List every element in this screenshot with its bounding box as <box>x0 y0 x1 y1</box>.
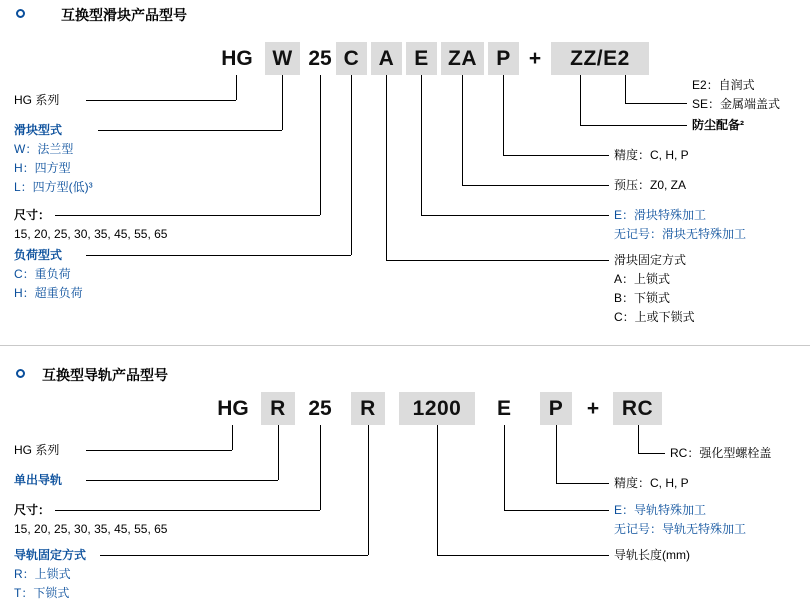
leader-accuracy-vert <box>503 75 504 155</box>
leader-rail-size-horz <box>55 510 320 511</box>
leader-dust2-vert <box>625 75 626 103</box>
code-rail-cap: RC <box>613 392 662 425</box>
label-block-type-h: H：四方型 <box>14 161 71 175</box>
label-block-mount-c: C：上或下锁式 <box>614 310 695 324</box>
leader-rail-cap-horz <box>638 453 665 454</box>
label-rail-size-values: 15, 20, 25, 30, 35, 45, 55, 65 <box>14 522 168 536</box>
label-block-special-e: E：滑块特殊加工 <box>614 208 707 222</box>
code-rail-accuracy: P <box>540 392 572 425</box>
label-dust-e2: E2：自润式 <box>692 78 755 92</box>
leader-preload-horz <box>462 185 609 186</box>
label-block-load-h: H：超重负荷 <box>14 286 83 300</box>
label-rail-cap-rc: RC：强化型螺栓盖 <box>670 446 772 460</box>
label-block-size-title: 尺寸： <box>14 208 51 222</box>
leader-mount-horz <box>386 260 609 261</box>
leader-mount-vert <box>386 75 387 260</box>
leader-preload-vert <box>462 75 463 185</box>
code-block-preload: ZA <box>441 42 484 75</box>
leader-rail-length-horz <box>437 555 609 556</box>
leader-accuracy-horz <box>503 155 609 156</box>
label-rail-size-title: 尺寸： <box>14 503 51 517</box>
code-rail-size: 25 <box>308 397 332 420</box>
leader-load-horz <box>86 255 351 256</box>
leader-rail-mount-vert <box>368 425 369 555</box>
label-rail-mount-t: T：下锁式 <box>14 586 70 600</box>
code-rail-type: R <box>261 392 295 425</box>
code-block-hg: HG <box>221 47 253 70</box>
leader-size-vert <box>320 75 321 215</box>
leader-rail-cap-vert <box>638 425 639 453</box>
leader-hg-horz <box>86 100 236 101</box>
leader-dust2-horz <box>625 103 687 104</box>
leader-rail-special-vert <box>504 425 505 510</box>
label-block-load-title: 负荷型式 <box>14 248 63 262</box>
label-rail-single: 单出导轨 <box>14 473 63 487</box>
label-block-type-w: W：法兰型 <box>14 142 74 156</box>
leader-rail-special-horz <box>504 510 609 511</box>
leader-load-vert <box>351 75 352 255</box>
code-rail-hg: HG <box>217 397 249 420</box>
leader-hg-vert <box>236 75 237 100</box>
code-rail-special: E <box>496 397 511 420</box>
leader-dust-vert <box>580 75 581 125</box>
leader-rail-type-vert <box>278 425 279 480</box>
code-rail-mount: R <box>351 392 385 425</box>
label-accuracy-block: 精度：C, H, P <box>614 148 689 162</box>
label-rail-length: 导轨长度(mm) <box>614 548 690 562</box>
label-block-load-c: C：重负荷 <box>14 267 71 281</box>
leader-rail-size-vert <box>320 425 321 510</box>
section-bullet-block <box>16 9 25 18</box>
label-dust-equipment: 防尘配备² <box>692 118 744 132</box>
label-rail-special-none: 无记号：导轨无特殊加工 <box>614 522 747 536</box>
code-rail-length: 1200 <box>399 392 475 425</box>
code-block-size: 25 <box>308 47 332 70</box>
leader-rail-hg-vert <box>232 425 233 450</box>
code-block-plus: + <box>528 47 542 70</box>
section-title-rail: 互换型导轨产品型号 <box>42 367 168 383</box>
label-block-mount-b: B：下锁式 <box>614 291 671 305</box>
label-rail-mount-r: R：上锁式 <box>14 567 71 581</box>
label-preload-block: 预压：Z0, ZA <box>614 178 687 192</box>
leader-rail-accuracy-vert <box>556 425 557 483</box>
code-block-load: C <box>336 42 367 75</box>
leader-rail-type-horz <box>86 480 278 481</box>
label-rail-mount-title: 导轨固定方式 <box>14 548 87 562</box>
leader-blocktype-horz <box>98 130 282 131</box>
code-block-type: W <box>265 42 300 75</box>
label-block-mount-title: 滑块固定方式 <box>614 253 687 267</box>
section-divider <box>0 345 810 346</box>
code-block-accuracy: P <box>488 42 519 75</box>
label-rail-accuracy: 精度：C, H, P <box>614 476 689 490</box>
leader-special-vert <box>421 75 422 215</box>
leader-size-horz <box>55 215 320 216</box>
code-rail-plus: + <box>586 397 600 420</box>
label-block-special-none: 无记号：滑块无特殊加工 <box>614 227 747 241</box>
leader-dust-horz <box>580 125 687 126</box>
label-dust-se: SE：金属端盖式 <box>692 97 781 111</box>
leader-special-horz <box>421 215 609 216</box>
leader-rail-accuracy-horz <box>556 483 609 484</box>
label-block-type-title: 滑块型式 <box>14 123 63 137</box>
leader-blocktype-vert <box>282 75 283 130</box>
leader-rail-hg-horz <box>86 450 232 451</box>
label-rail-special-e: E：导轨特殊加工 <box>614 503 707 517</box>
label-block-mount-a: A：上锁式 <box>614 272 671 286</box>
leader-rail-mount-horz <box>100 555 368 556</box>
section-bullet-rail <box>16 369 25 378</box>
label-block-size-values: 15, 20, 25, 30, 35, 45, 55, 65 <box>14 227 168 241</box>
label-hg-series-rail: HG 系列 <box>14 443 60 457</box>
code-block-dust: ZZ/E2 <box>551 42 649 75</box>
code-block-mount: A <box>371 42 402 75</box>
code-block-special: E <box>406 42 437 75</box>
leader-rail-length-vert <box>437 425 438 555</box>
label-block-type-l: L：四方型(低)³ <box>14 180 93 194</box>
section-title-block: 互换型滑块产品型号 <box>61 7 187 23</box>
label-hg-series-block: HG 系列 <box>14 93 60 107</box>
